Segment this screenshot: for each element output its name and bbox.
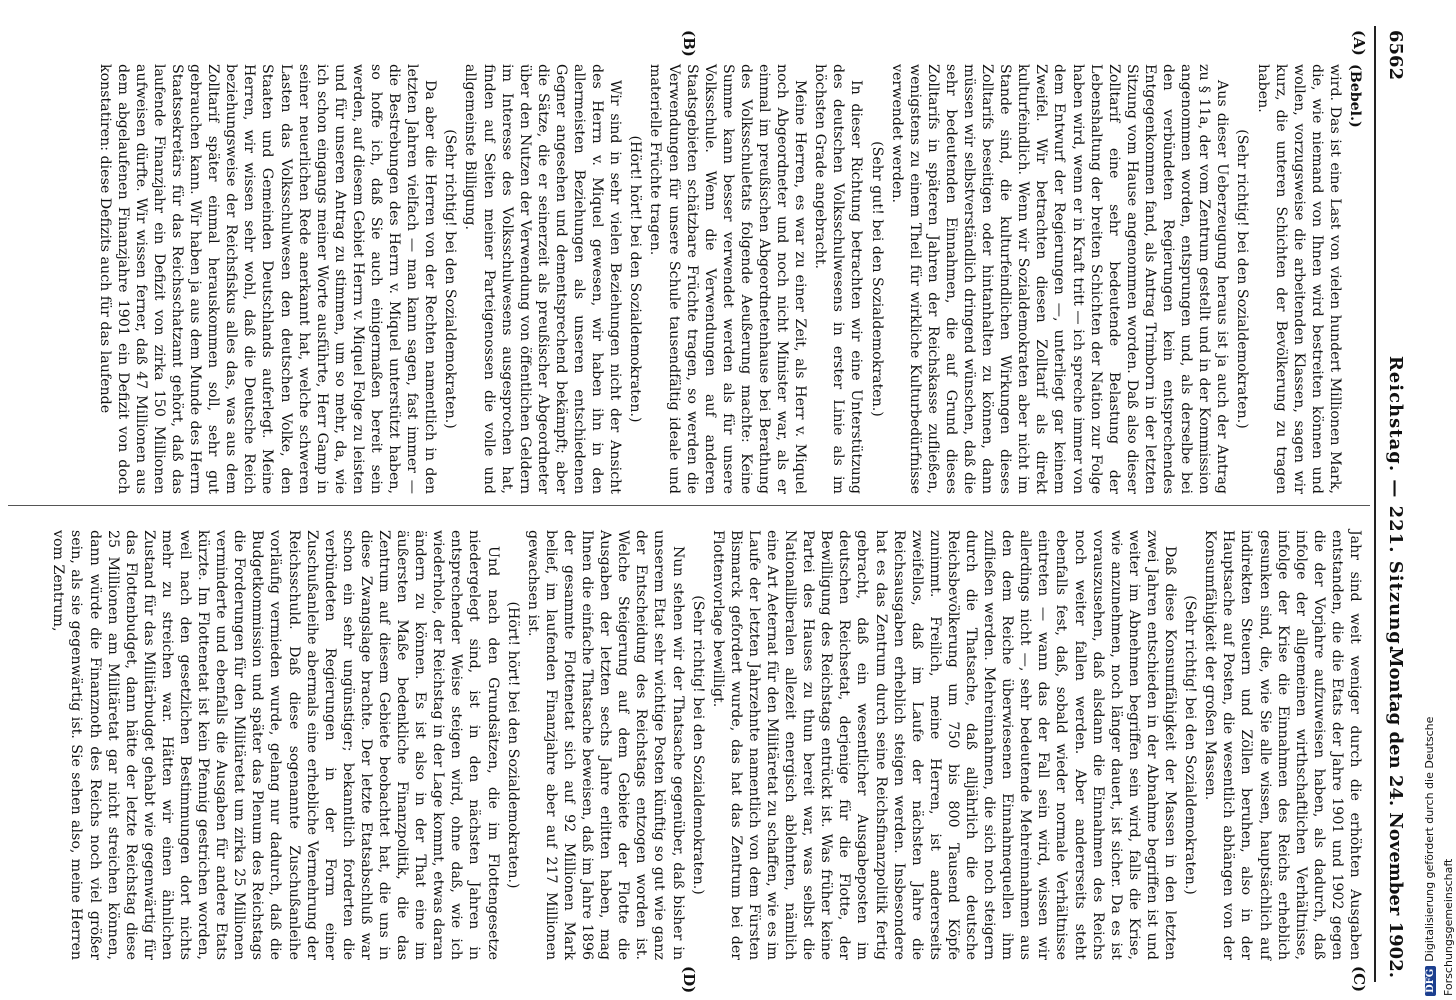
- dfg-logo: DFG: [1425, 966, 1436, 996]
- margin-mark-c: (C): [1350, 966, 1368, 993]
- paragraph: Wir sind in sehr vielen Beziehungen nicht der Ansicht des Herrn v. Miquel gewesen, wir haben ihn in den allermeisten Beziehungen als unseren entschiedenen Gegner angesehen und dementsprechend bekämpft; aber die Sätze, die er seinerzeit als preußischer Abgeordneter über den Nutzen der Verwendung von öffentlichen Geldern im Interesse des Volksschulwesens ausgesprochen hat, finden auf Seiten meiner Parteigenossen die volle und allgemeinste Billigung.: [462, 64, 624, 494]
- paragraph: In dieser Richtung betrachten wir eine Unterstützung des deutschen Volksschulwesens in erster Linie als im höchsten Grade angebracht.: [812, 64, 865, 494]
- interjection: (Sehr richtig! bei den Sozialdemokraten.): [689, 595, 706, 895]
- speaker-name: (Bebel.): [1347, 64, 1363, 128]
- column-divider: [8, 505, 1370, 506]
- left-column: [8, 64, 1364, 494]
- margin-mark-d: (D): [680, 966, 698, 994]
- digitization-credit: [1418, 596, 1455, 996]
- paragraph: Meine Herren, es war zu einer Zeit, als Herr v. Miquel noch Abgeordneter und noch nicht Minister war, als er einmal im preußischen Abgeordnetenhause bei Berathung des Volksschuletats folgende Aeußerung machte: Keine Summe kann besser verwendet werden als für unsere Volksschule. Wenn die Verwendungen auf anderen Staatsgebieten schätzbare Früchte tragen, so werden die Verwendungen für unsere Schule tausendfältig ideale und materielle Früchte tragen.: [647, 64, 809, 494]
- session-date: Montag den 24. November 1902.: [1385, 647, 1406, 978]
- paragraph: Da aber die Herren von der Rechten namentlich in den letzten Jahren vielfach — man kann sagen, fast immer — die Bestrebungen des Herrn v. Miquel unterstützt haben, so hoffe ich, daß Sie auch einigermaßen bereit sein werden, auf diesem Gebiet Herrn v. Miquel Folge zu leisten und für unseren Antrag zu stimmen, um so mehr, da, wie ich schon eingangs meiner Worte ausführte, Herr Gamp in seiner neuerlichen Rede anerkannt hat, welche schweren Lasten das Volksschulwesen den deutschen Volke, den Staaten und Gemeinden Deutschlands auferlegt. Meine Herren, wir wissen sehr wohl, daß die Deutsche Reich beziehungsweise der Reichsfiskus alles das, was aus dem Zolltarif später einmal herauskommen soll, sehr gut gebrauchen kann. Wir haben ja aus dem Munde des Herrn Staatssekretärs für das Reichsschatzamt gehört, daß das laufende Finanzjahr ein Defizit von zirka 150 Millionen aufweisen dürfte. Wir wissen ferner, daß 47 Millionen aus dem abgelaufenen Finanzjahre 1901 ein Defizit von doch konstatiren: diese Defizits auch für das laufende: [96, 64, 439, 494]
- margin-mark-b: (B): [680, 30, 698, 57]
- interjection: (Sehr gut! bei den Sozialdemokraten.): [868, 141, 885, 417]
- page-number: 6562: [1385, 30, 1406, 81]
- paragraph: Nun stehen wir der Thatsache gegenüber, daß bisher in unserem Etat sehr wichtige Posten künftig so gut wie ganz der Entscheidung des Reichstags entzogen worden ist. Welche Steigerung auf dem Gebiete der Flotte die Ausgaben der letzten sechs Jahre erlitten haben, mag Ihnen die einfache Thatsache beweisen, daß im Jahre 1896 der gesammte Flottenetat sich auf 92 Millionen Mark belief, im laufenden Finanzjahre aber auf 217 Millionen gewachsen ist.: [524, 530, 686, 960]
- interjection: (Hört! hört! bei den Sozialdemokraten.): [627, 135, 644, 423]
- right-column: [8, 530, 1364, 960]
- paragraph: wird. Das ist eine Last von vielen hundert Millionen Mark, die, wie niemand von Ihnen wird bestreiten können und wollen, vorzugsweise die arbeitenden Klassen, sagen wir kurz, die unteren Schichten der Bevölkerung zu tragen haben.: [1254, 64, 1343, 494]
- header-rule: [1374, 26, 1376, 982]
- page-header: [1380, 26, 1406, 982]
- interjection: (Sehr richtig! bei den Sozialdemokraten.): [1182, 595, 1199, 895]
- credit-text: Digitalisierung gefördert durch die Deutsche Forschungsgemeinschaft: [1423, 716, 1455, 996]
- page-title: Reichstag. — 221. Sitzung.: [1385, 355, 1406, 653]
- paragraph: Und nach den Grundsätzen, die im Flottengesetze niedergelegt sind, ist in den nächsten Jahren in entsprechender Weise steigen wird, ohne daß, wie ich wiederhole, der Reichstag in der Lage kommt, etwas daran ändern zu können. Es ist also in der That eine im äußersten Maße bedenkliche Finanzpolitik, die das Zentrum auf diesem Gebiete beobachtet hat, die uns in diese Zwangslage brachte. Der letzte Etatsabschluß war schon ein sehr ungünstiger; bekanntlich forderten die verbündeten Regierungen in der Form einer Zuschußanleihe abermals eine erhebliche Vermehrung der Reichsschuld. Daß diese sogenannte Zuschußanleihe vorläufig vermieden wurde, gelang nur dadurch, daß die Budgetkommission und später das Plenum des Reichstags die Forderungen für den Militäretat um zirka 25 Millionen verminderte und ebenfalls die Ausgaben für andere Etats kürzte. Im Flottenetat ist kein Pfennig gestrichen worden, weil nach den gesetzlichen Bestimmungen dort nichts mehr zu streichen war. Hätten wir einen ähnlichen Zustand für das Militärbudget gehabt wie gegenwärtig für das Flottenbudget, dann hätte der letzte Reichstag diese 25 Millionen am Militäretat gar nicht streichen können, dann würde die Finanznoth des Reichs noch viel größer sein, als sie gegenwärtig ist. Sie sehen also, meine Herren vom Zentrum,: [50, 530, 501, 960]
- interjection: (Sehr richtig! bei den Sozialdemokraten.): [442, 129, 459, 429]
- paragraph: Jahr sind weit weniger durch die erhöhten Ausgaben entstanden, die die Etats der Jahre 1901 und 1902 gegen die der Vorjahre aufzuweisen haben, als dadurch, daß infolge der allgemeinen wirthschaftlichen Verhältnisse, infolge der Krise die Einnahmen des Reichs erheblich gesunken sind, die, wie Sie alle wissen, hauptsächlich auf indirekten Steuern und Zöllen beruhen, also in der Hauptsache auf Posten, die wesentlich abhängen von der Konsumfähigkeit der großen Massen.: [1202, 530, 1363, 960]
- interjection: (Sehr richtig! bei den Sozialdemokraten.): [1234, 129, 1251, 429]
- paragraph: Daß diese Konsumfähigkeit der Massen in den letzten zwei Jahren entschieden in der Abnahme begriffen ist und weiter im Abnehmen begriffen sein wird, falls die Krise, wie anzunehmen, noch länger dauert, ist sicher. Da es ist vorauszusehen, daß alsdann die Einnahmen des Reichs noch weiter fallen werden. Aber andererseits steht ebenfalls fest, daß, sobald wieder normale Verhältnisse eintreten — wann das der Fall sein wird, wissen wir allerdings nicht —, sehr bedeutende Mehreinnahmen aus den dem Reiche überwiesenen Einnahmequellen ihm zufließen werden. Mehreinnahmen, die sich noch steigern durch die Thatsache, daß alljährlich die deutsche Reichsbevölkerung um 750 bis 800 Tausend Köpfe zunimmt. Freilich, meine Herren, ist andererseits zweifellos, daß im Laufe der nächsten Jahre die Reichsausgaben erheblich steigen werden. Insbesondere hat es das Zentrum durch seine Reichsfinanzpolitik fertig gebracht, daß ein wesentlicher Ausgabeposten im deutschen Reichsetat, derjenige für die Flotte, der Bewilligung des Reichstags entrückt ist. Was früher keine Partei des Hauses zu thun bereit war, was selbst die Nationalliberalen allezeit energisch ablehnten, nämlich eine Art Aeternat für den Militäretat zu schaffen, wie es im Laufe der letzten Jahrzehnte namentlich von dem Fürsten Bismarck gefordert wurde, das hat das Zentrum bei der Flottenvorlage bewilligt.: [709, 530, 1179, 960]
- margin-mark-a: (A): [1350, 30, 1368, 56]
- paragraph: Aus dieser Ueberzeugung heraus ist ja auch der Antrag zu § 11a, der vom Zentrum gestellt und in der Kommission angenommen worden, entsprungen und, als derselbe bei den verbündeten Regierungen kein entsprechendes Entgegenkommen fand, als Antrag Trimborn in der letzten Sitzung vom Hause angenommen worden. Daß also dieser Zolltarif eine sehr bedeutende Belastung der Lebenshaltung der breiten Schichten der Nation zur Folge haben wird, wenn er in Kraft tritt — ich spreche immer von dem Entwurf der Regierungen —, unterliegt gar keinem Zweifel. Wir betrachten diesen Zolltarif als direkt kulturfeindlich. Wenn wir Sozialdemokraten aber nicht im Stande sind, die kulturfeindlichen Wirkungen dieses Zolltarifs beseitigen oder hintanhalten zu können, dann müssen wir selbstverständlich dringend wünschen, daß die sehr bedeutenden Einnahmen, die auf Grund dieses Zolltarifs in späteren Jahren der Reichskasse zufließen, wenigstens zu einem Theil für wirkliche Kulturbedürfnisse verwendet werden.: [888, 64, 1231, 494]
- interjection: (Hört! hört! bei den Sozialdemokraten.): [504, 601, 521, 889]
